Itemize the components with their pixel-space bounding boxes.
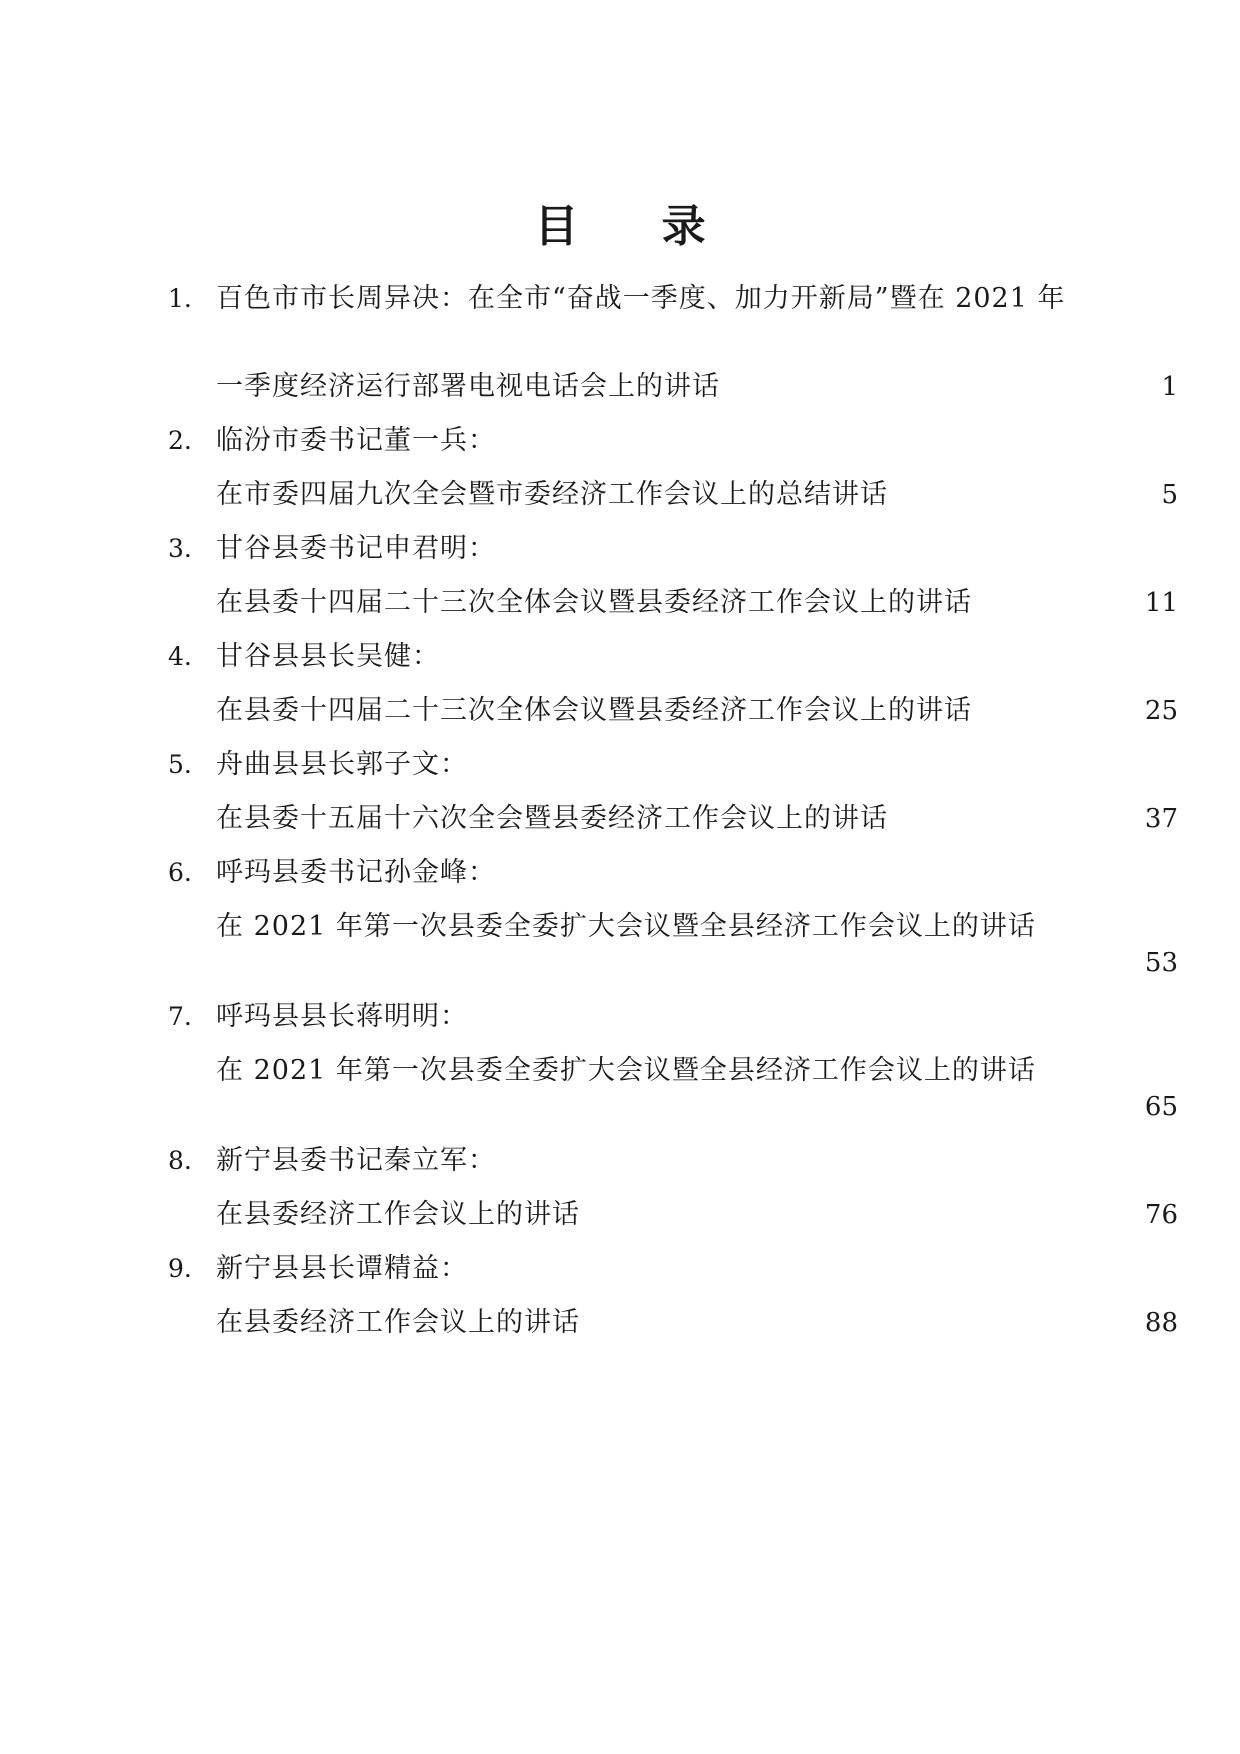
toc-entry-title-line bbox=[168, 684, 1178, 738]
toc-entry-author: 甘谷县县长吴健： bbox=[216, 641, 440, 672]
toc-entry-number: 5. bbox=[168, 750, 192, 779]
toc-entry-heading bbox=[168, 1242, 1178, 1296]
toc-entry-title: 在县委十五届十六次全会暨县委经济工作会议上的讲话 bbox=[216, 803, 888, 834]
toc-entry-title: 在县委十四届二十三次全体会议暨县委经济工作会议上的讲话 bbox=[216, 587, 972, 618]
toc-title: 目 录 bbox=[534, 201, 740, 253]
toc-entry-author: 新宁县委书记秦立军： bbox=[216, 1145, 496, 1176]
toc-entry-number: 1. bbox=[168, 284, 192, 313]
toc-entry-heading bbox=[168, 522, 1178, 576]
toc-entry-5[interactable] bbox=[168, 738, 1178, 846]
toc-entry-page-number: 76 bbox=[1144, 1200, 1178, 1230]
toc-entry-page-number: 25 bbox=[1144, 696, 1178, 726]
toc-entry-page-number: 53 bbox=[1144, 948, 1178, 978]
toc-entry-heading bbox=[168, 630, 1178, 684]
toc-entry-title-line bbox=[168, 900, 1178, 990]
toc-entry-number: 2. bbox=[168, 426, 192, 455]
toc-entry-page-number: 37 bbox=[1144, 804, 1178, 834]
toc-list bbox=[168, 282, 1178, 1350]
toc-entry-title-line bbox=[168, 360, 1178, 414]
toc-entry-title: 在 2021 年第一次县委全委扩大会议暨全县经济工作会议上的讲话 bbox=[216, 911, 1036, 942]
toc-entry-number: 3. bbox=[168, 534, 192, 563]
toc-entry-number: 8. bbox=[168, 1146, 192, 1175]
toc-entry-title-line bbox=[168, 1296, 1178, 1350]
toc-entry-page-number: 5 bbox=[1161, 480, 1178, 510]
toc-entry-title: 一季度经济运行部署电视电话会上的讲话 bbox=[216, 371, 720, 402]
toc-entry-title-line bbox=[168, 1188, 1178, 1242]
toc-entry-4[interactable] bbox=[168, 630, 1178, 738]
toc-entry-heading bbox=[168, 282, 1178, 360]
toc-entry-title: 在县委经济工作会议上的讲话 bbox=[216, 1307, 580, 1338]
toc-entry-number: 4. bbox=[168, 642, 192, 671]
toc-entry-title: 在市委四届九次全会暨市委经济工作会议上的总结讲话 bbox=[216, 479, 888, 510]
toc-entry-heading bbox=[168, 738, 1178, 792]
toc-entry-author: 百色市市长周异决：在全市“奋战一季度、加力开新局”暨在 2021 年 bbox=[216, 283, 1066, 314]
toc-entry-page-number: 88 bbox=[1144, 1308, 1178, 1338]
toc-entry-title-line bbox=[168, 1044, 1178, 1134]
toc-entry-2[interactable] bbox=[168, 414, 1178, 522]
toc-entry-author: 甘谷县委书记申君明： bbox=[216, 533, 496, 564]
toc-entry-title-line bbox=[168, 792, 1178, 846]
toc-entry-heading bbox=[168, 414, 1178, 468]
toc-entry-heading bbox=[168, 1134, 1178, 1188]
toc-entry-author: 呼玛县县长蒋明明： bbox=[216, 1001, 468, 1032]
toc-entry-heading bbox=[168, 990, 1178, 1044]
toc-entry-7[interactable] bbox=[168, 990, 1178, 1134]
toc-entry-8[interactable] bbox=[168, 1134, 1178, 1242]
toc-entry-6[interactable] bbox=[168, 846, 1178, 990]
toc-entry-page-number: 11 bbox=[1144, 588, 1178, 618]
toc-entry-page-number: 1 bbox=[1161, 372, 1178, 402]
toc-entry-title: 在县委十四届二十三次全体会议暨县委经济工作会议上的讲话 bbox=[216, 695, 972, 726]
toc-entry-number: 6. bbox=[168, 858, 192, 887]
toc-entry-author: 舟曲县县长郭子文： bbox=[216, 749, 468, 780]
toc-entry-title-line bbox=[168, 576, 1178, 630]
toc-entry-page-number: 65 bbox=[1144, 1092, 1178, 1122]
toc-entry-3[interactable] bbox=[168, 522, 1178, 630]
toc-entry-number: 9. bbox=[168, 1254, 192, 1283]
toc-entry-heading bbox=[168, 846, 1178, 900]
toc-entry-author: 临汾市委书记董一兵： bbox=[216, 425, 496, 456]
toc-entry-title: 在 2021 年第一次县委全委扩大会议暨全县经济工作会议上的讲话 bbox=[216, 1055, 1036, 1086]
toc-entry-author: 新宁县县长谭精益： bbox=[216, 1253, 468, 1284]
toc-entry-author: 呼玛县委书记孙金峰： bbox=[216, 857, 496, 888]
toc-entry-title-line bbox=[168, 468, 1178, 522]
toc-entry-title: 在县委经济工作会议上的讲话 bbox=[216, 1199, 580, 1230]
toc-entry-number: 7. bbox=[168, 1002, 192, 1031]
toc-entry-1[interactable] bbox=[168, 282, 1178, 414]
toc-entry-9[interactable] bbox=[168, 1242, 1178, 1350]
